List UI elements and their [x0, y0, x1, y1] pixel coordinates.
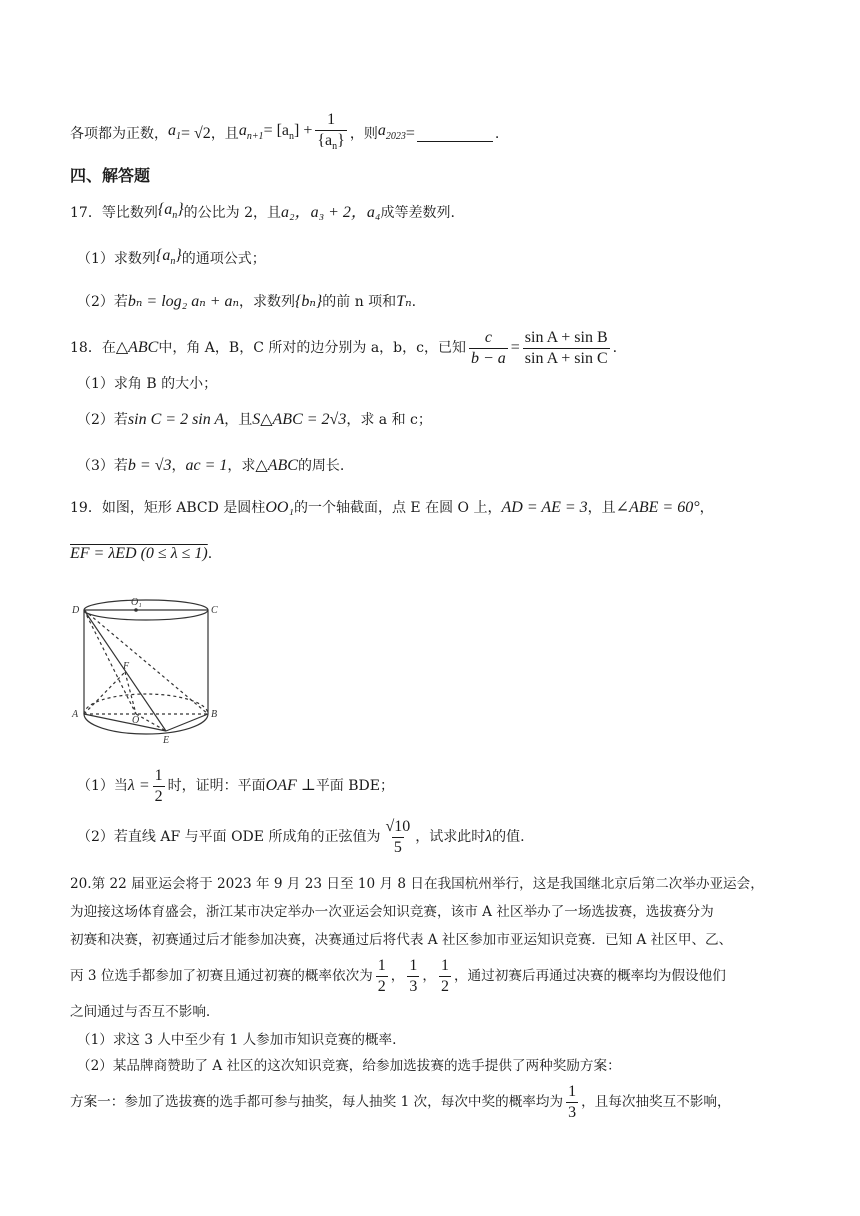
q19-sine-fraction: $\frac{√10}{5}$: [385, 817, 411, 856]
q17-part1: （1）求数列 $\{a_n\}$ 的通项公式；: [77, 247, 266, 268]
fig-label-o: O: [132, 715, 140, 726]
cylinder-figure: [70, 596, 220, 752]
fig-label-f: F: [123, 661, 130, 672]
answer-blank: [417, 127, 493, 142]
q16-eq3: =: [405, 125, 415, 142]
q18-stem: 18．在 △ABC 中，角 A，B，C 所对的边分别为 a，b，c，已知 $\frac{c}{b - a}$ = $\frac{\text{sin A + sin B}}{\text{sin A + sin C}}$ .: [70, 328, 618, 367]
q18-rhs-fraction: $\frac{\text{sin A + sin B}}{\text{sin A + sin C}}$: [524, 328, 608, 367]
q16-mid: ，且: [210, 126, 239, 142]
q16-a2023: $a_{2023}$: [377, 121, 406, 143]
q20-part1: （1）求这 3 人中至少有 1 人参加市知识竞赛的概率.: [77, 1032, 397, 1048]
q20-line3: 初赛和决赛，初赛通过后才能参加决赛，决赛通过后将代表 A 社区参加市亚运知识竞赛．已知 A 社区甲、乙、: [70, 932, 733, 948]
q18-part1: （1）求角 B 的大小；: [77, 376, 218, 392]
q19-stem: 19．如图，矩形 ABCD 是圆柱 OO₁ 的一个轴截面，点 E 在圆 O 上， AD = AE = 3 ，且 ∠ABE = 60° ，: [70, 499, 714, 516]
q19-part2: （2）若直线 AF 与平面 ODE 所成角的正弦值为 $\frac{√10}{5}$ ，试求此时 λ 的值.: [77, 817, 525, 856]
fig-label-a: A: [72, 709, 79, 720]
q18-lhs-fraction: $\frac{c}{b - a}$: [470, 328, 506, 367]
q18-part3: （3）若 b = √3 ， ac = 1 ，求 △ABC 的周长.: [77, 457, 345, 474]
section-title: 四、解答题: [70, 166, 151, 185]
q19-half-fraction: $\frac{1}{2}$: [154, 766, 163, 805]
q20-line5: 之间通过与否互不影响.: [70, 1004, 211, 1020]
q17-part2: （2）若 bₙ = log₂ aₙ + aₙ ，求数列 {bₙ} 的前 n 项和 Tₙ .: [77, 293, 417, 310]
q16-fraction: $\frac{1}{\{a_n\}}$: [315, 111, 346, 156]
q16-eq1: = √2: [181, 125, 211, 142]
fig-label-b: B: [211, 709, 218, 720]
fig-label-d: D: [72, 605, 80, 616]
q20-line4: 丙 3 位选手都参加了初赛且通过初赛的概率依次为 $\frac{1}{2}$ ， $\frac{1}{3}$ ， $\frac{1}{2}$ ，通过初赛后再通过决赛的概率均为假设他们: [70, 956, 726, 995]
q16-line: 各项都为正数， $a_1$ = √2 ，且 $a_{n+1}$ = $[a_n]$ + $\frac{1}{\{a_n\}}$ ，则 $a_{2023}$ = .: [70, 114, 794, 154]
q16-then: ，则: [349, 126, 378, 142]
q17-stem: 17．等比数列 $\{a_n\}$ 的公比为 2，且 a₂，a₃ + 2，a₄ 成等差数列.: [70, 201, 455, 222]
q16-eq2: = $[a_n]$ +: [263, 121, 313, 143]
fig-label-e: E: [163, 735, 170, 746]
q16-a1: $a_1$: [168, 121, 181, 143]
q20-plan1: 方案一：参加了选拔赛的选手都可参与抽奖，每人抽奖 1 次，每次中奖的概率均为 $\frac{1}{3}$ ，且每次抽奖互不影响，: [70, 1082, 731, 1121]
q16-an1: $a_{n+1}$: [238, 121, 264, 143]
q19-part1: （1）当 λ = $\frac{1}{2}$ 时，证明：平面 OAF ⊥ 平面 BDE；: [77, 766, 394, 805]
q20-line1: 20.第 22 届亚运会将于 2023 年 9 月 23 日至 10 月 8 日在我国杭州举行，这是我国继北京后第二次举办亚运会，: [70, 876, 764, 892]
q20-line2: 为迎接这场体育盛会，浙江某市决定举办一次亚运会知识竞赛，该市 A 社区举办了一场选拔赛，选拔赛分为: [70, 904, 714, 920]
q20-part2: （2）某品牌商赞助了 A 社区的这次知识竞赛，给参加选拔赛的选手提供了两种奖励方案：: [77, 1058, 621, 1074]
q16-prefix: 各项都为正数，: [70, 126, 168, 142]
q18-part2: （2）若 sin C = 2 sin A ，且 S△ABC = 2√3 ，求 a 和 c；: [77, 411, 432, 428]
q19-vector-line: EF = λED (0 ≤ λ ≤ 1) .: [70, 545, 213, 562]
fig-label-o1: O₁: [131, 597, 142, 608]
fig-label-c: C: [211, 605, 218, 616]
